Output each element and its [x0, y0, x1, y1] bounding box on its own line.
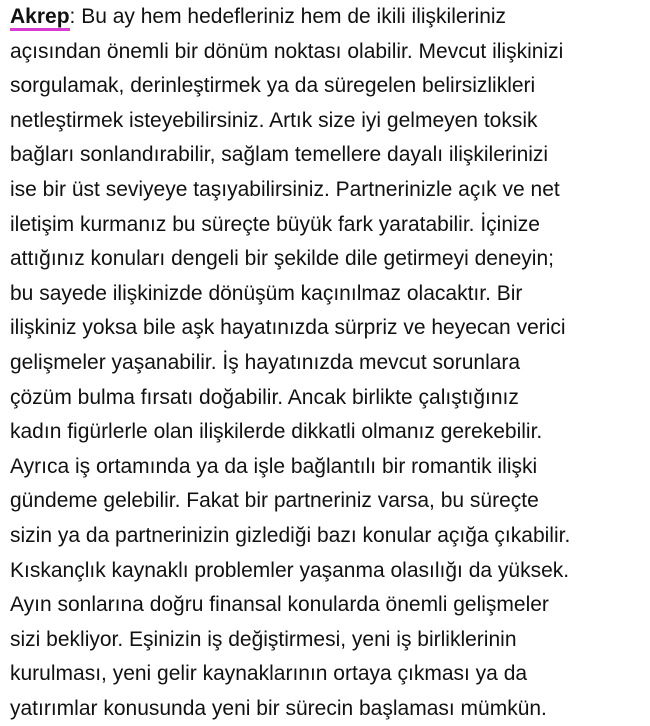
text-line: bu sayede ilişkinizde dönüşüm kaçınılmaz olacaktır. Bir	[10, 281, 523, 305]
text-line: açısından önemli bir dönüm noktası olabilir. Mevcut ilişkinizi	[10, 39, 564, 63]
text-line: Ayın sonlarına doğru finansal konularda önemli gelişmeler	[10, 593, 549, 617]
text-line-first-rest: Bu ay hem hedefleriniz hem de ikili ilişkileriniz	[75, 5, 507, 28]
text-line: netleştirmek isteyebilirsiniz. Artık size iyi gelmeyen toksik	[10, 108, 538, 132]
text-line: sizin ya da partnerinizin gizlediği bazı konular açığa çıkabilir.	[10, 523, 571, 547]
text-line: sizi bekliyor. Eşinizin iş değiştirmesi, yeni iş birliklerinin	[10, 627, 517, 651]
text-line: gündeme gelebilir. Fakat bir partneriniz varsa, bu süreçte	[10, 489, 539, 513]
text-line: Ayrıca iş ortamında ya da işle bağlantılı bir romantik ilişki	[10, 454, 538, 478]
text-line: bağları sonlandırabilir, sağlam temellere dayalı ilişkilerinizi	[10, 143, 549, 167]
text-line: kurulması, yeni gelir kaynaklarının ortaya çıkması ya da	[10, 662, 528, 686]
text-line: iletişim kurmanız bu süreçte büyük fark yaratabilir. İçinize	[10, 212, 540, 236]
text-line: sorgulamak, derinleştirmek ya da süregelen belirsizlikleri	[10, 74, 536, 98]
horoscope-paragraph	[10, 0, 642, 726]
text-line: ise bir üst seviyeye taşıyabilirsiniz. Partnerinizle açık ve net	[10, 177, 560, 201]
text-line: Kıskançlık kaynaklı problemler yaşanma olasılığı da yüksek.	[10, 558, 570, 582]
text-line: ilişkiniz yoksa bile aşk hayatınızda sürpriz ve heyecan verici	[10, 316, 566, 340]
zodiac-sign-name: Akrep	[10, 5, 70, 31]
text-line: gelişmeler yaşanabilir. İş hayatınızda mevcut sorunlara	[10, 350, 521, 374]
text-line	[10, 0, 642, 35]
text-line: attığınız konuları dengeli bir şekilde dile getirmeyi deneyin;	[10, 247, 554, 271]
text-line: kadın figürlerle olan ilişkilerde dikkatli olmanız gerekebilir.	[10, 420, 543, 444]
text-line: çözüm bulma fırsatı doğabilir. Ancak birlikte çalıştığınız	[10, 385, 519, 409]
text-line: yatırımlar konusunda yeni bir sürecin başlaması mümkün.	[10, 696, 547, 720]
sign-separator: :	[69, 5, 76, 28]
